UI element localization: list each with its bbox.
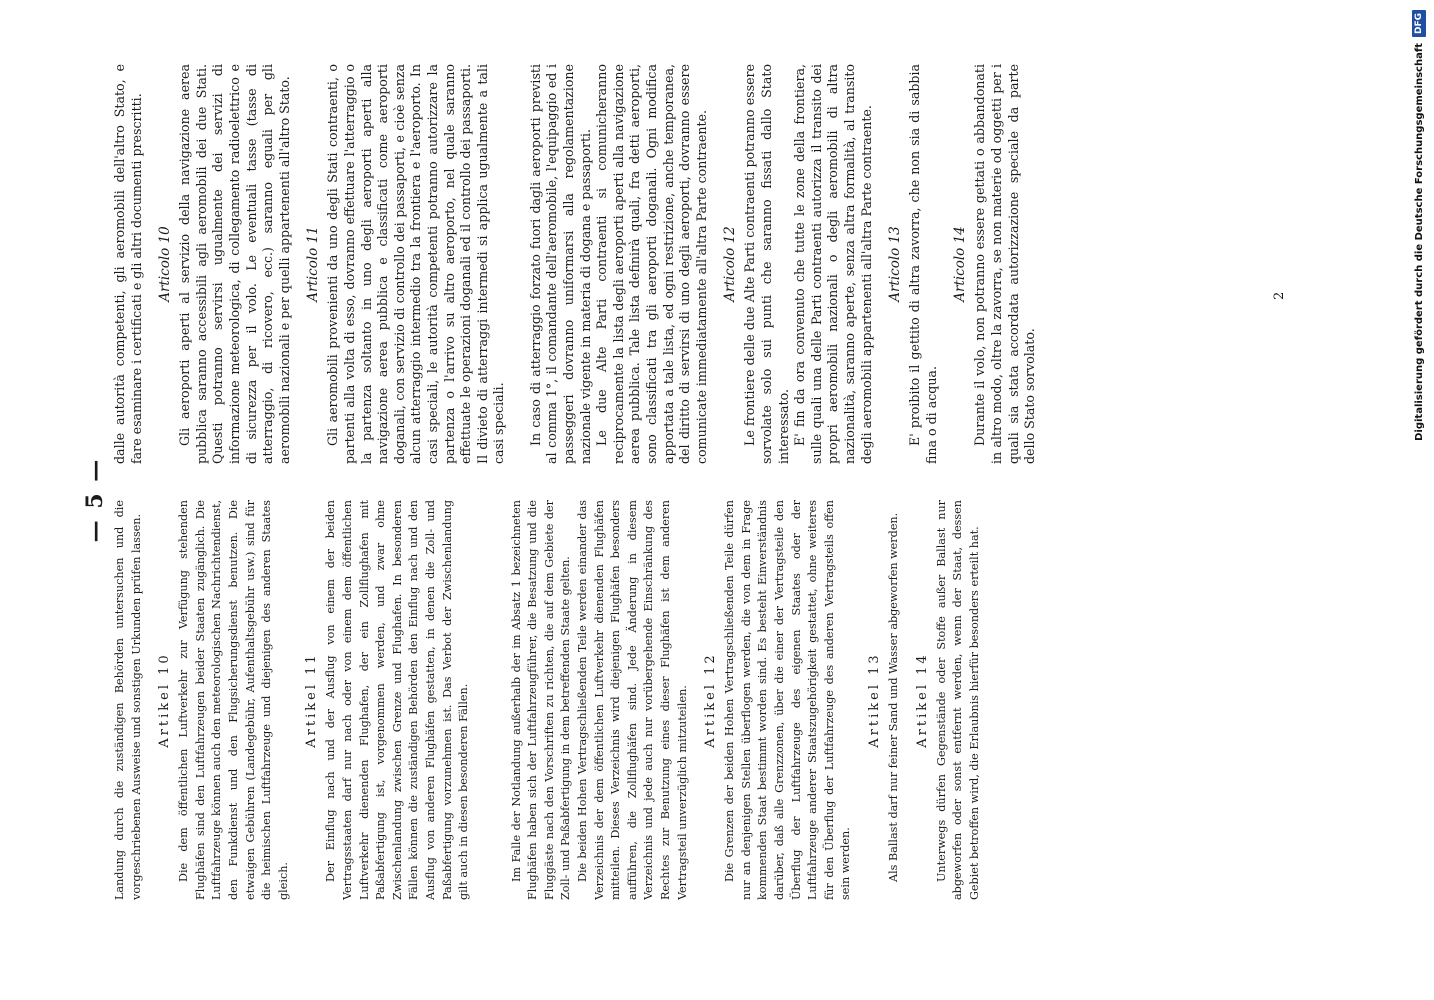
german-art11-title: Artikel 11 (304, 652, 320, 748)
german-art10-title: Artikel 10 (157, 652, 173, 748)
italian-art14-p1: Durante il volo, non potranno essere gettati o abbandonati in altro modo, oltre la zavorra, se non materie od oggetti per i quali sia stata accordata autorizzazione speciale da parte dello Stato sorvolato. (972, 64, 1038, 464)
credit-text: Digitalisierung gefördert durch die Deutsche Forschungsgemeinschaft (1413, 43, 1425, 441)
italian-art11-p2: In caso di atterraggio forzato fuori dagli aeroporti previsti al comma 1°, il comandante dell'aeromobile, l'equipaggio ed i passeggeri dovranno uniformarsi alla regolamentazione nazionale vigente in materia di dogana e passaporti. (527, 64, 593, 464)
italian-art11-p3: Le due Alte Parti contraenti si comunicheranno reciprocamente la lista degli aeroporti aperti alla navigazione aerea pubblica. Tale lista definirà quali, fra detti aeroporti, sono classificati tra gli aeroporti doganali. Ogni modifica apportata a tale lista, ed ogni restrizione, anche temporanea, del diritto di servirsi di uno degli aeroporti, dovranno essere comunicate immediatamente all'altra Parte contraente. (594, 64, 709, 464)
german-art12-title: Artikel 12 (703, 652, 719, 748)
italian-art12-p2: E' fin da ora convenuto che tutte le zone della frontiera, sulle quali una delle Parti contraenti autorizza il transito dei propri aeromobili nazionali o degli aeromobili di altra nazionalità, saranno aperte, senza altra formalità, al transito degli aeromobili appartenenti all'altra Parte contraente. (792, 64, 874, 464)
german-column (112, 500, 1272, 900)
spacer (508, 64, 528, 464)
page-number: — 5 — (82, 457, 108, 543)
footer-mark: 2 (1272, 291, 1287, 300)
german-art12-p1: Die Grenzen der beiden Hohen Vertragschließenden Teile dürfen nur an denjenigen Stellen überflogen werden, die von dem in Frage kommenden Staat bestimmt worden sind. Es besteht Einverständnis darüber, daß alle Grenzzonen, über die einer der Vertragsteile den Überflug der Luftfahrzeuge des eigenen Staates oder der Luftfahrzeuge anderer Staatszugehörigkeit gestattet, ohne weiteres für den Überflug der Luftfahrzeuge des anderen Vertragsteils offen sein werden. (723, 500, 853, 900)
german-art11-p3: Die beiden Hohen Vertragschließenden Teile werden einander das Verzeichnis der dem öffentlichen Luftverkehr dienenden Flughäfen mitteilen. Dieses Verzeichnis wird diejenigen Flughäfen besonders aufführen, die Zollflughäfen sind. Jede Änderung in diesem Verzeichnis und jede auch nur vorübergehende Einschränkung des Rechtes zur Benutzung eines dieser Flughäfen ist dem anderen Vertragsteil unverzüglich mitzuteilen. (576, 500, 689, 900)
german-art14-title: Artikel 14 (914, 652, 930, 748)
dfg-logo: DFG (1412, 10, 1426, 37)
italian-column (112, 64, 1272, 464)
german-art10-p1: Die dem öffentlichen Luftverkehr zur Verfügung stehenden Flughäfen sind den Luftfahrzeugen beider Staaten zugänglich. Die Luftfahrzeuge können auch den meteorologischen Nachrichtendienst, den Funkdienst und den Flugsicherungsdienst benutzen. Die etwaigen Gebühren (Landegebühr, Aufenthaltsgebühr usw.) sind für die heimischen Luftfahrzeuge und diejenigen des anderen Staates gleich. (177, 500, 290, 900)
german-art13-title: Artikel 13 (866, 652, 882, 748)
italian-art11-p1: Gli aeromobili provenienti da uno degli Stati contraenti, o partenti alla volta di esso, dovranno effettuare l'atterraggio o la partenza soltanto in uno degli aeroporti aperti alla navigazione aerea pubblica e classificati come aeroporti doganali, con servizio di controllo dei passaporti, e cioè senza alcun atterraggio intermedio tra la frontiera e l'aeroporto. In casi speciali, le autorità competenti potranno autorizzare la partenza o l'arrivo su altro aeroporto, nel quale saranno effettuate le operazioni doganali ed il controllo dei passaporti. Il divieto di atterraggi intermedi si applica ugualmente a tali casi speciali. (325, 64, 507, 464)
italian-art13-p1: E' proibito il gettito di altra zavorra, che non sia di sabbia fina o di acqua. (907, 64, 939, 464)
italian-art10-p1: Gli aeroporti aperti al servizio della navigazione aerea pubblica saranno accessibili agli aeromobili dei due Stati. Questi potranno servirsi ugualmente dei servizi di informazione meteorologica, di collegamento radioelettrico e di sicurezza per il volo. Le eventuali tasse (tasse di atterraggio, di ricovero, ecc.) saranno eguali per gli aeromobili nazionali e per quelli appartenenti all'altro Stato. (177, 64, 292, 464)
italian-art12-p1: Le frontiere delle due Alte Parti contraenti potranno essere sorvolate solo sui punti che saranno fissati dallo Stato interessato. (742, 64, 791, 464)
german-art13-p1: Als Ballast darf nur feiner Sand und Wasser abgeworfen werden. (886, 512, 900, 882)
german-art11-p2: Im Falle der Notlandung außerhalb der im Absatz 1 bezeichneten Flughäfen haben sich der Luftfahrzeugführer, die Besatzung und die Fluggäste nach den Vorschriften zu richten, die auf dem Gebiete der Zoll- und Paßabfertigung in dem betreffenden Staate gelten. (509, 500, 573, 900)
italian-art10-title: Articolo 10 (157, 226, 174, 302)
german-art14-p1: Unterwegs dürfen Gegenstände oder Stoffe außer Ballast nur abgeworfen oder sonst entfernt werden, wenn der Staat, dessen Gebiet betroffen wird, die Erlaubnis hierfür besonders erteilt hat. (934, 500, 981, 900)
italian-art12-title: Articolo 12 (722, 226, 739, 302)
digitization-credit (1409, 0, 1429, 1000)
italian-intro: dalle autorità competenti, gli aeromobili dell'altro Stato, e fare esaminare i certificati e gli altri documenti prescritti. (112, 64, 144, 464)
italian-art11-title: Articolo 11 (305, 226, 322, 302)
german-art11-p1: Der Einflug nach und der Ausflug von einem der beiden Vertragsstaaten darf nur nach oder von einem dem öffentlichen Luftverkehr dienenden Flughafen, der ein Zollflughafen mit Paßabfertigung ist, vorgenommen werden, und zwar ohne Zwischenlandung zwischen Grenze und Flughafen. In besonderen Fällen können die zuständigen Behörden den Einflug nach und den Ausflug von anderen Flughäfen gestatten, in denen die Zoll- und Paßabfertigung vorzunehmen ist. Das Verbot der Zwischenlandung gilt auch in diesen besonderen Fällen. (324, 500, 471, 900)
german-intro: Landung durch die zuständigen Behörden untersuchen und die vorgeschriebenen Ausweise und sonstigen Urkunden prüfen lassen. (113, 500, 143, 900)
spacer (473, 500, 509, 900)
italian-art14-title: Articolo 14 (952, 226, 969, 302)
italian-art13-title: Articolo 13 (887, 226, 904, 302)
